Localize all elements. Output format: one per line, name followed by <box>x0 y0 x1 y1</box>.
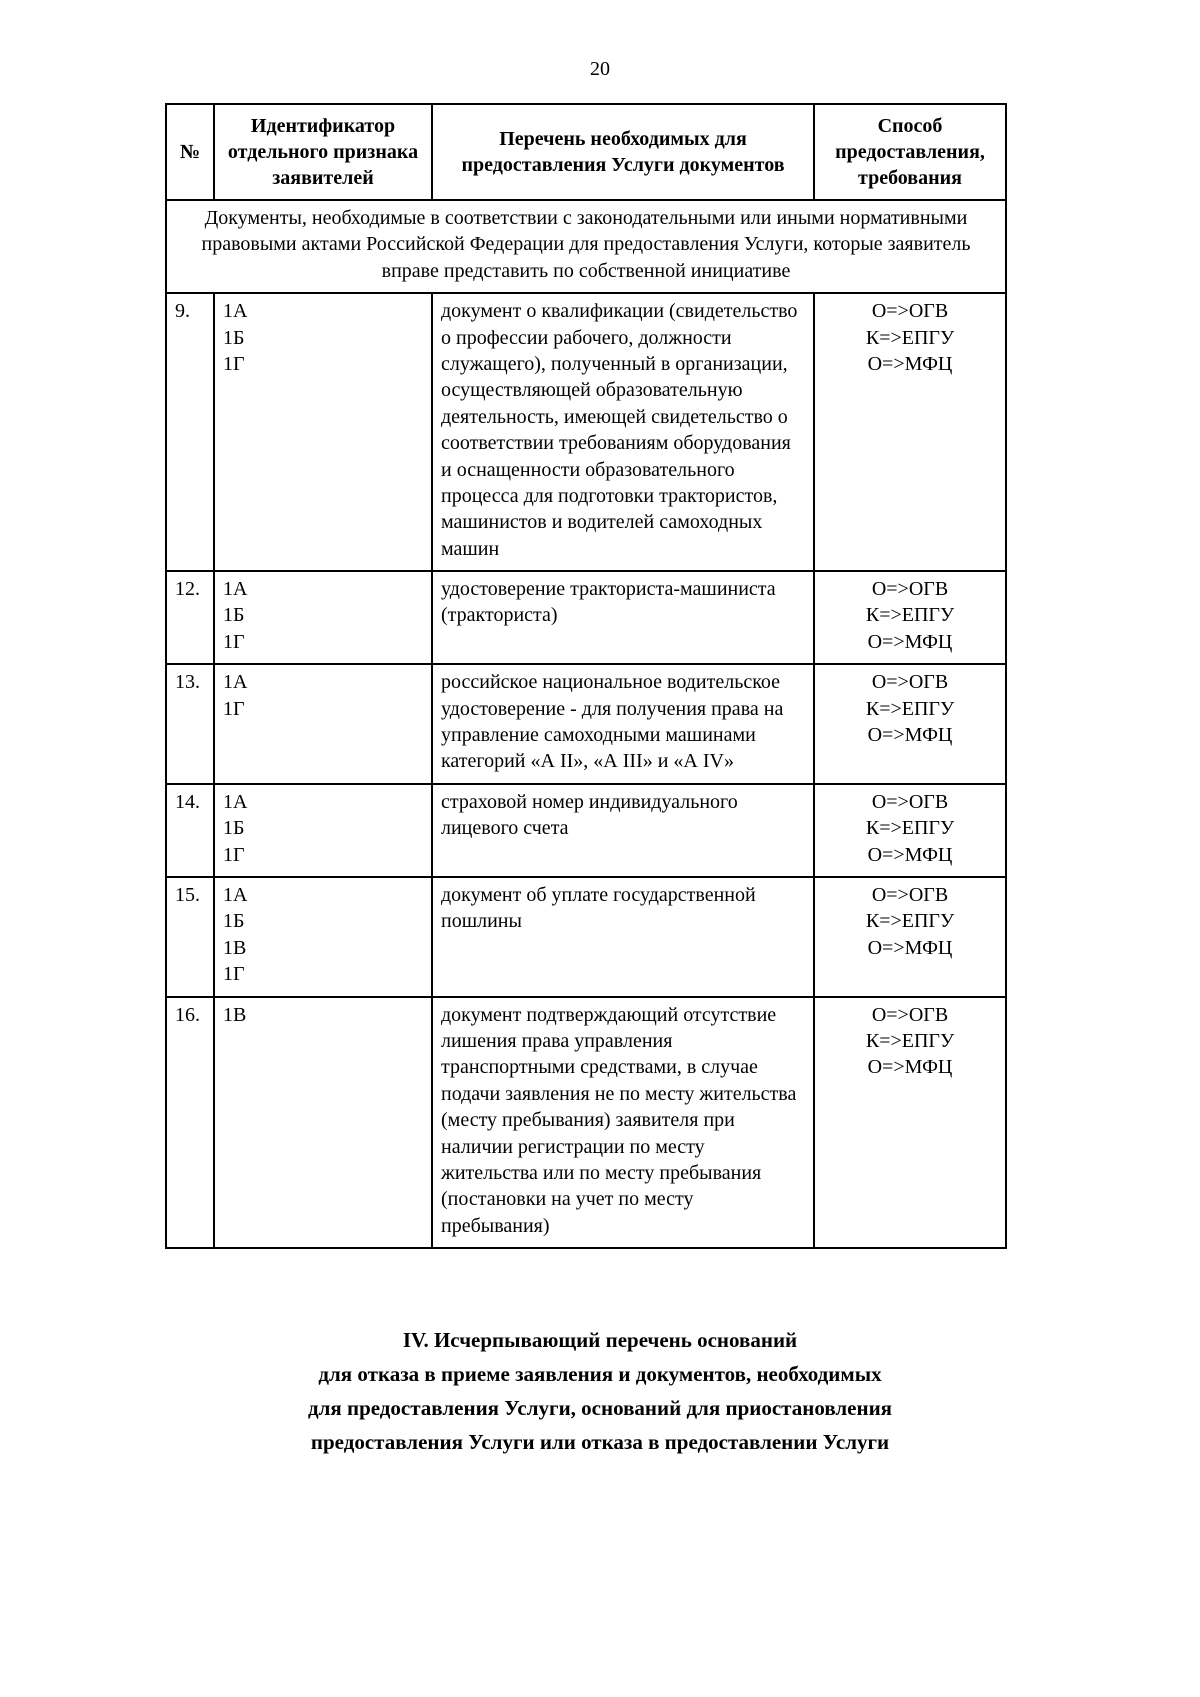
row-identifiers: 1А 1Б 1Г <box>214 293 432 571</box>
row-number: 14. <box>166 784 214 877</box>
section-heading <box>0 1323 1200 1459</box>
row-document: документ о квалификации (свидетельство о профессии рабочего, должности служащего), полученный в организации, осуществляющей образовательную деятельность, имеющей свидетельство о соответствии требованиям оборудования и оснащенности образовательного процесса для подготовки трактористов, машинистов и водителей самоходных машин <box>432 293 814 571</box>
header-method: Способ предоставления, требования <box>814 104 1006 200</box>
row-identifiers: 1А 1Г <box>214 664 432 784</box>
section-heading-line: для отказа в приеме заявления и документов, необходимых <box>318 1362 882 1387</box>
row-methods: О=>ОГВ К=>ЕПГУ О=>МФЦ <box>814 784 1006 877</box>
section-title: Документы, необходимые в соответствии с законодательными или иными нормативными правовыми актами Российской Федерации для предоставления Услуги, которые заявитель вправе представить по собственной инициативе <box>166 200 1006 293</box>
row-document: документ об уплате государственной пошлины <box>432 877 814 997</box>
row-identifiers: 1А 1Б 1Г <box>214 784 432 877</box>
table-row <box>166 571 1006 664</box>
row-number: 9. <box>166 293 214 571</box>
row-identifiers: 1А 1Б 1В 1Г <box>214 877 432 997</box>
row-number: 13. <box>166 664 214 784</box>
section-title-row <box>166 200 1006 293</box>
table-header <box>166 104 1006 200</box>
table-row <box>166 293 1006 571</box>
row-identifiers: 1В <box>214 997 432 1249</box>
row-document: российское национальное водительское удостоверение - для получения права на управление самоходными машинами категорий «А II», «А III» и «А IV» <box>432 664 814 784</box>
row-methods: О=>ОГВ К=>ЕПГУ О=>МФЦ <box>814 571 1006 664</box>
header-documents: Перечень необходимых для предоставления Услуги документов <box>432 104 814 200</box>
header-number: № <box>166 104 214 200</box>
header-identifier: Идентификатор отдельного признака заявителей <box>214 104 432 200</box>
documents-table <box>165 103 1007 1249</box>
row-identifiers: 1А 1Б 1Г <box>214 571 432 664</box>
row-number: 15. <box>166 877 214 997</box>
table-row <box>166 997 1006 1249</box>
page-number: 20 <box>590 58 610 80</box>
table-row <box>166 664 1006 784</box>
row-methods: О=>ОГВ К=>ЕПГУ О=>МФЦ <box>814 293 1006 571</box>
row-methods: О=>ОГВ К=>ЕПГУ О=>МФЦ <box>814 877 1006 997</box>
row-methods: О=>ОГВ К=>ЕПГУ О=>МФЦ <box>814 997 1006 1249</box>
section-heading-line: для предоставления Услуги, оснований для приостановления <box>307 1396 893 1421</box>
row-document: документ подтверждающий отсутствие лишения права управления транспортными средствами, в случае подачи заявления не по месту жительства (месту пребывания) заявителя при наличии регистрации по месту жительства или по месту пребывания (постановки на учет по месту пребывания) <box>432 997 814 1249</box>
row-document: удостоверение тракториста-машиниста (тракториста) <box>432 571 814 664</box>
row-number: 16. <box>166 997 214 1249</box>
table-row <box>166 784 1006 877</box>
row-document: страховой номер индивидуального лицевого счета <box>432 784 814 877</box>
section-heading-line: IV. Исчерпывающий перечень оснований <box>402 1328 798 1353</box>
row-number: 12. <box>166 571 214 664</box>
row-methods: О=>ОГВ К=>ЕПГУ О=>МФЦ <box>814 664 1006 784</box>
section-heading-line: предоставления Услуги или отказа в предоставлении Услуги <box>310 1430 890 1455</box>
table-row <box>166 877 1006 997</box>
